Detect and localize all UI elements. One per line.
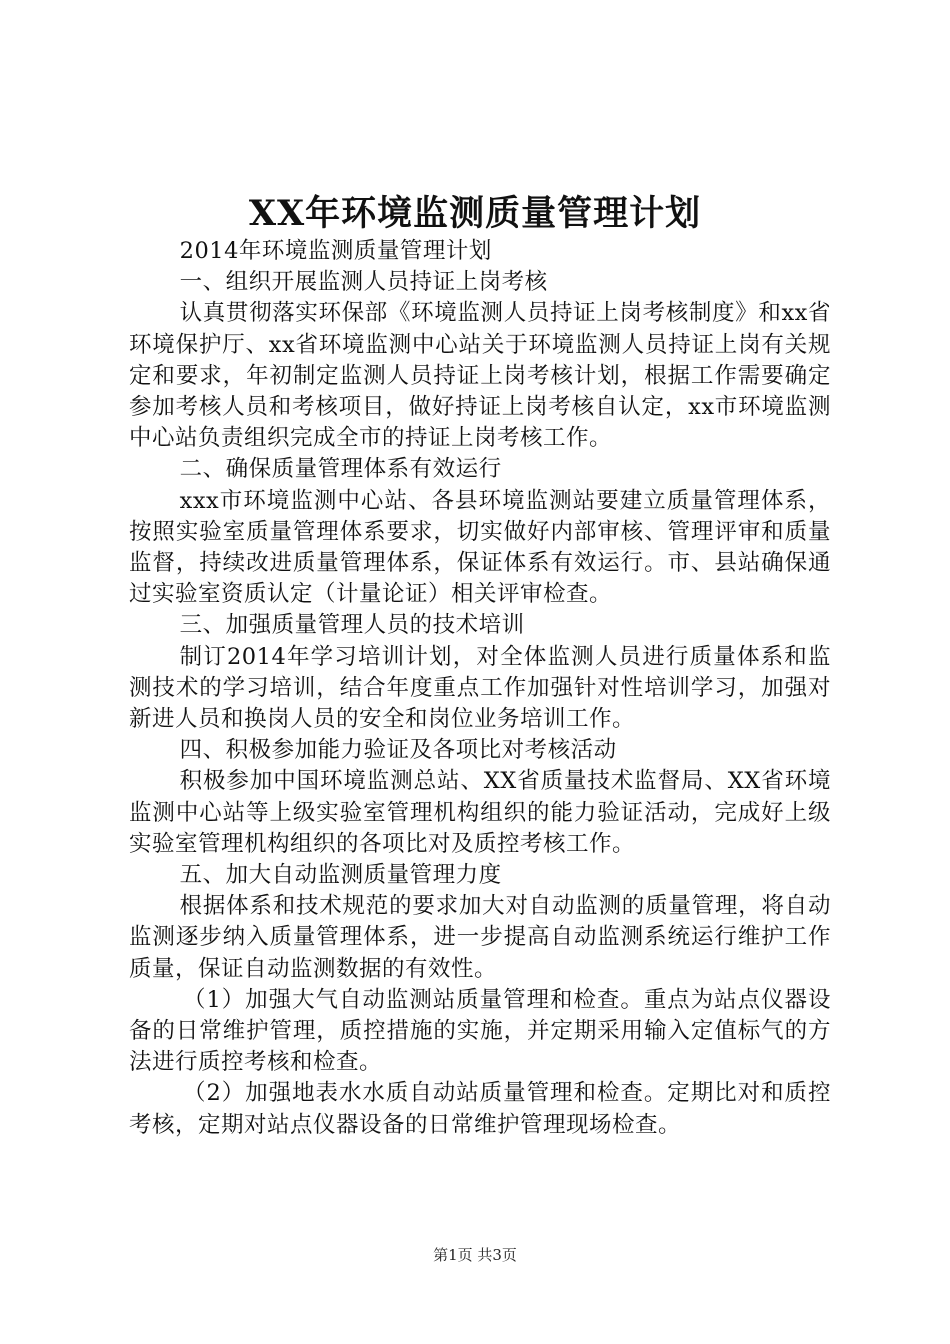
document-title: XX年环境监测质量管理计划 bbox=[248, 193, 702, 234]
section-heading-2: 二、确保质量管理体系有效运行 bbox=[179, 456, 502, 483]
section-body-4: 积极参加中国环境监测总站、XX省质量技术监督局、XX省环境监测中心站等上级实验室管理机构组织的能力验证活动，完成好上级实验室管理机构组织的各项比对及质控考核工作。 bbox=[129, 768, 831, 857]
section-body-2: xxx市环境监测中心站、各县环境监测站要建立质量管理体系，按照实验室质量管理体系要求，切实做好内部审核、管理评审和质量监督，持续改进质量管理体系，保证体系有效运行。市、县站确保通过实验室资质认定（计量论证）相关评审检查。 bbox=[129, 487, 831, 608]
section-heading-5: 五、加大自动监测质量管理力度 bbox=[179, 862, 502, 889]
section-heading-4: 四、积极参加能力验证及各项比对考核活动 bbox=[179, 737, 617, 764]
subtitle-paragraph: 2014年环境监测质量管理计划 bbox=[179, 238, 492, 264]
sub-item-1: （1）加强大气自动监测站质量管理和检查。重点为站点仪器设备的日常维护管理，质控措施的实施，并定期采用输入定值标气的方法进行质控考核和检查。 bbox=[129, 986, 831, 1076]
page-number-footer: 第1页 共3页 bbox=[433, 1246, 517, 1264]
document-body bbox=[129, 236, 831, 1141]
sub-item-2: （2）加强地表水水质自动站质量管理和检查。定期比对和质控考核，定期对站点仪器设备的日常维护管理现场检查。 bbox=[129, 1080, 831, 1138]
section-heading-3: 三、加强质量管理人员的技术培训 bbox=[179, 612, 525, 639]
section-heading-1: 一、组织开展监测人员持证上岗考核 bbox=[179, 269, 548, 296]
section-body-5: 根据体系和技术规范的要求加大对自动监测的质量管理，将自动监测逐步纳入质量管理体系，进一步提高自动监测系统运行维护工作质量，保证自动监测数据的有效性。 bbox=[129, 893, 831, 982]
section-body-1: 认真贯彻落实环保部《环境监测人员持证上岗考核制度》和xx省环境保护厅、xx省环境监测中心站关于环境监测人员持证上岗有关规定和要求，年初制定监测人员持证上岗考核计划，根据工作需要确定参加考核人员和考核项目，做好持证上岗考核自认定，xx市环境监测中心站负责组织完成全市的持证上岗考核工作。 bbox=[129, 300, 831, 452]
section-body-3: 制订2014年学习培训计划，对全体监测人员进行质量体系和监测技术的学习培训，结合年度重点工作加强针对性培训学习，加强对新进人员和换岗人员的安全和岗位业务培训工作。 bbox=[129, 643, 831, 733]
